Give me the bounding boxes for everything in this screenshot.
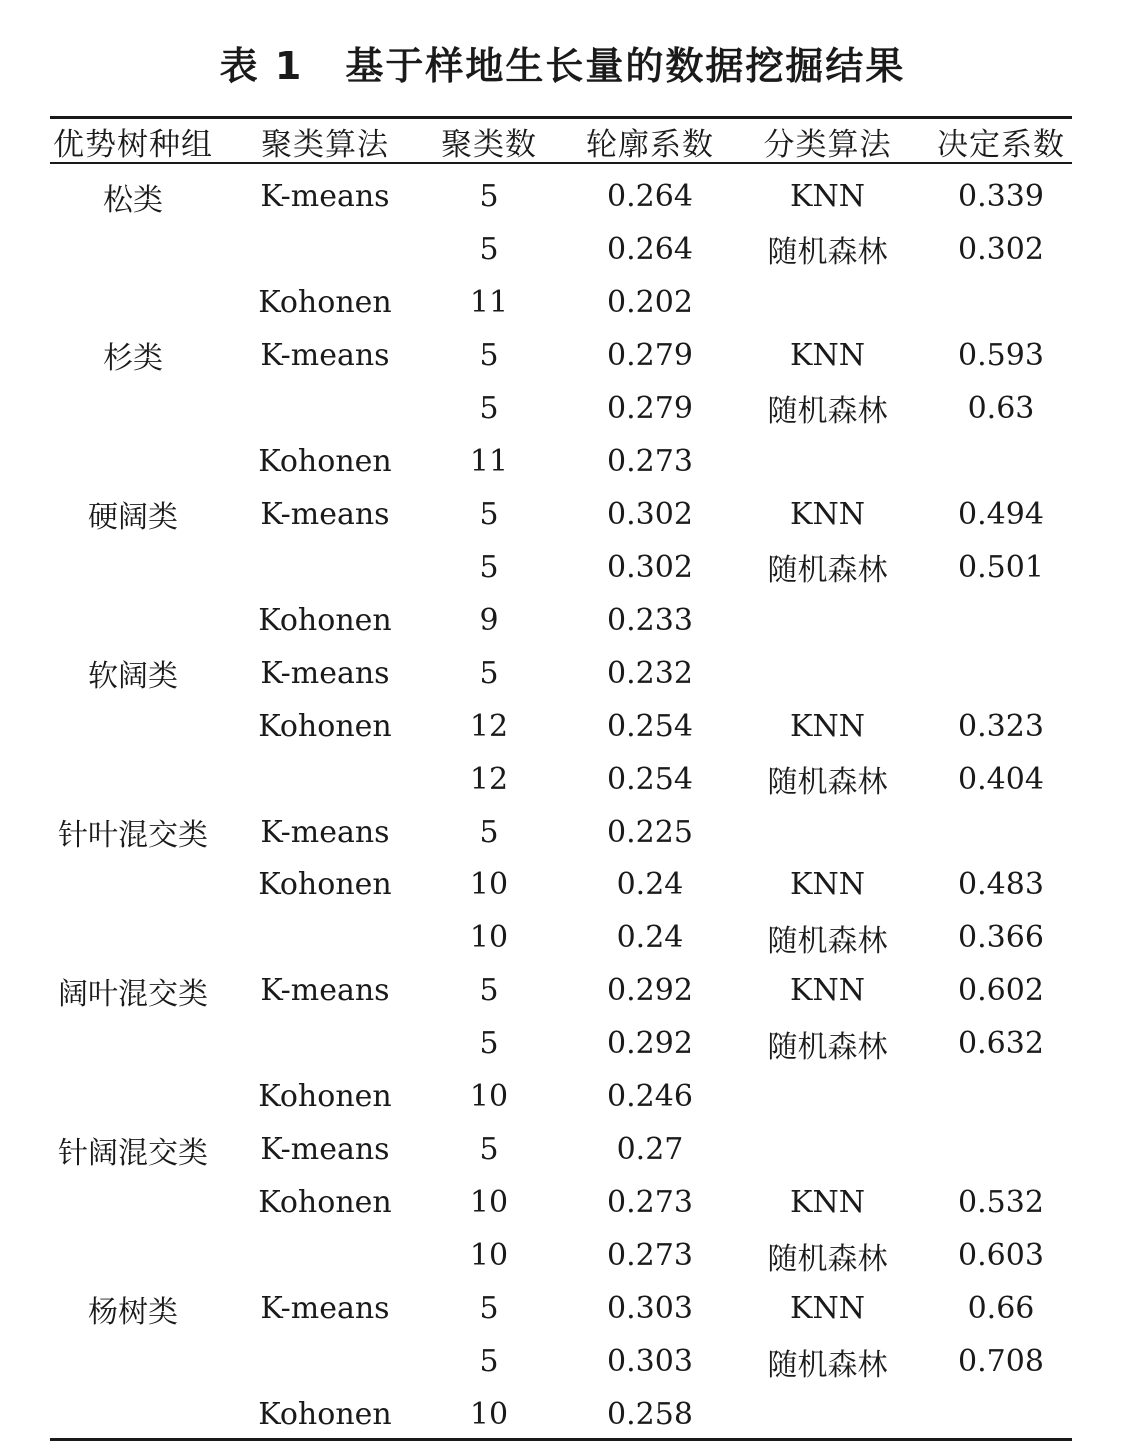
table-row xyxy=(50,435,1072,488)
cell-clusters: 5 xyxy=(479,496,499,532)
cell-r2: 0.366 xyxy=(958,920,1044,956)
cell-r2 xyxy=(930,1388,1072,1441)
cell-silhouette: 0.246 xyxy=(607,1079,693,1115)
cell-group xyxy=(50,435,216,488)
cell-class-algo xyxy=(750,594,905,647)
cell-cluster-algo: Kohonen xyxy=(258,708,392,744)
cell-r2: 0.404 xyxy=(958,761,1044,797)
cell-silhouette: 0.292 xyxy=(607,973,693,1009)
cell-cluster-algo: K-means xyxy=(260,1291,390,1327)
cell-clusters: 10 xyxy=(469,920,509,956)
cell-cluster-algo xyxy=(246,1017,404,1070)
cell-class-algo xyxy=(750,276,905,329)
cell-clusters: 5 xyxy=(479,231,499,267)
table-header xyxy=(50,118,1072,164)
cell-silhouette: 0.27 xyxy=(616,1132,684,1168)
cell-group: 针叶混交类 xyxy=(58,818,208,854)
cell-clusters: 10 xyxy=(469,1397,509,1433)
table-row xyxy=(50,911,1072,964)
table-row xyxy=(50,806,1072,859)
cell-cluster-algo: Kohonen xyxy=(258,602,392,638)
cell-silhouette: 0.24 xyxy=(616,920,684,956)
cell-cluster-algo: Kohonen xyxy=(258,1185,392,1221)
cell-silhouette: 0.232 xyxy=(607,655,693,691)
table-row xyxy=(50,223,1072,276)
cell-cluster-algo: Kohonen xyxy=(258,1079,392,1115)
cell-group: 硬阔类 xyxy=(88,500,178,536)
cell-r2 xyxy=(930,1070,1072,1123)
table-row xyxy=(50,541,1072,594)
cell-clusters: 11 xyxy=(469,443,509,479)
cell-class-algo: KNN xyxy=(790,1291,865,1327)
cell-class-algo xyxy=(750,435,905,488)
cell-r2: 0.532 xyxy=(958,1185,1044,1221)
cell-silhouette: 0.273 xyxy=(607,1185,693,1221)
table-row xyxy=(50,858,1072,911)
cell-group xyxy=(50,911,216,964)
cell-r2: 0.602 xyxy=(958,973,1044,1009)
cell-r2: 0.63 xyxy=(967,390,1035,426)
table-row xyxy=(50,1335,1072,1388)
cell-r2 xyxy=(930,594,1072,647)
header-group: 优势树种组 xyxy=(53,126,213,163)
table-row xyxy=(50,382,1072,435)
cell-group xyxy=(50,382,216,435)
cell-class-algo: KNN xyxy=(790,708,865,744)
cell-class-algo: 随机森林 xyxy=(767,394,888,430)
cell-r2: 0.483 xyxy=(958,867,1044,903)
cell-class-algo xyxy=(750,647,905,700)
table-row xyxy=(50,753,1072,806)
cell-class-algo xyxy=(750,1070,905,1123)
cell-silhouette: 0.303 xyxy=(607,1344,693,1380)
cell-clusters: 5 xyxy=(479,973,499,1009)
table-row xyxy=(50,700,1072,753)
cell-class-algo: 随机森林 xyxy=(767,923,888,959)
cell-clusters: 5 xyxy=(479,337,499,373)
cell-group: 松类 xyxy=(103,182,163,218)
cell-group xyxy=(50,700,216,753)
cell-r2: 0.632 xyxy=(958,1026,1044,1062)
header-r2: 决定系数 xyxy=(937,126,1065,163)
table-number: 表 1 xyxy=(219,44,304,88)
cell-cluster-algo xyxy=(246,382,404,435)
cell-silhouette: 0.258 xyxy=(607,1397,693,1433)
cell-silhouette: 0.264 xyxy=(607,231,693,267)
cell-group xyxy=(50,1335,216,1388)
cell-silhouette: 0.24 xyxy=(616,867,684,903)
cell-cluster-algo xyxy=(246,1229,404,1282)
cell-group xyxy=(50,1229,216,1282)
cell-r2: 0.66 xyxy=(967,1291,1035,1327)
cell-cluster-algo xyxy=(246,753,404,806)
header-rule xyxy=(50,162,1072,164)
cell-group xyxy=(50,753,216,806)
cell-clusters: 5 xyxy=(479,814,499,850)
cell-clusters: 10 xyxy=(469,1238,509,1274)
table-row xyxy=(50,276,1072,329)
table-title xyxy=(0,40,1125,92)
cell-r2 xyxy=(930,647,1072,700)
cell-class-algo: 随机森林 xyxy=(767,1347,888,1383)
cell-clusters: 10 xyxy=(469,867,509,903)
cell-cluster-algo xyxy=(246,541,404,594)
table-row xyxy=(50,329,1072,382)
cell-r2: 0.302 xyxy=(958,231,1044,267)
cell-cluster-algo xyxy=(246,1335,404,1388)
cell-clusters: 5 xyxy=(479,549,499,585)
cell-group xyxy=(50,541,216,594)
cell-group xyxy=(50,1070,216,1123)
cell-silhouette: 0.273 xyxy=(607,443,693,479)
cell-silhouette: 0.264 xyxy=(607,179,693,214)
cell-silhouette: 0.302 xyxy=(607,496,693,532)
cell-group xyxy=(50,858,216,911)
cell-cluster-algo: K-means xyxy=(260,337,390,373)
table-row xyxy=(50,1070,1072,1123)
cell-class-algo: 随机森林 xyxy=(767,235,888,271)
cell-silhouette: 0.254 xyxy=(607,761,693,797)
cell-clusters: 10 xyxy=(469,1185,509,1221)
cell-clusters: 5 xyxy=(479,1344,499,1380)
cell-group xyxy=(50,276,216,329)
table-row xyxy=(50,1123,1072,1176)
cell-group: 杉类 xyxy=(103,341,163,377)
cell-silhouette: 0.279 xyxy=(607,390,693,426)
cell-clusters: 5 xyxy=(479,655,499,691)
cell-class-algo: 随机森林 xyxy=(767,1029,888,1065)
cell-class-algo: KNN xyxy=(790,496,865,532)
cell-silhouette: 0.225 xyxy=(607,814,693,850)
table-row xyxy=(50,1388,1072,1441)
cell-class-algo: KNN xyxy=(790,973,865,1009)
cell-cluster-algo: K-means xyxy=(260,179,390,214)
cell-cluster-algo: Kohonen xyxy=(258,443,392,479)
cell-r2 xyxy=(930,435,1072,488)
cell-silhouette: 0.273 xyxy=(607,1238,693,1274)
header-clusters: 聚类数 xyxy=(441,126,537,163)
cell-clusters: 5 xyxy=(479,1026,499,1062)
table-row xyxy=(50,1282,1072,1335)
cell-class-algo: KNN xyxy=(790,1185,865,1221)
cell-silhouette: 0.233 xyxy=(607,602,693,638)
cell-group xyxy=(50,1017,216,1070)
cell-class-algo: 随机森林 xyxy=(767,553,888,589)
header-cluster-algo: 聚类算法 xyxy=(261,126,389,163)
cell-silhouette: 0.303 xyxy=(607,1291,693,1327)
table-row xyxy=(50,647,1072,700)
cell-cluster-algo: Kohonen xyxy=(258,1397,392,1433)
cell-r2: 0.339 xyxy=(958,179,1044,214)
cell-r2: 0.323 xyxy=(958,708,1044,744)
cell-cluster-algo: K-means xyxy=(260,496,390,532)
cell-class-algo: KNN xyxy=(790,337,865,373)
cell-class-algo: 随机森林 xyxy=(767,1241,888,1277)
cell-r2: 0.494 xyxy=(958,496,1044,532)
cell-silhouette: 0.279 xyxy=(607,337,693,373)
header-silhouette: 轮廓系数 xyxy=(586,126,714,163)
cell-silhouette: 0.254 xyxy=(607,708,693,744)
cell-silhouette: 0.292 xyxy=(607,1026,693,1062)
cell-clusters: 5 xyxy=(479,390,499,426)
cell-clusters: 9 xyxy=(479,602,499,638)
cell-group: 杨树类 xyxy=(88,1294,178,1330)
cell-r2 xyxy=(930,1123,1072,1176)
cell-cluster-algo xyxy=(246,911,404,964)
cell-class-algo: 随机森林 xyxy=(767,765,888,801)
table-row xyxy=(50,964,1072,1017)
cell-silhouette: 0.202 xyxy=(607,284,693,320)
cell-class-algo xyxy=(750,806,905,859)
cell-cluster-algo xyxy=(246,223,404,276)
table-row xyxy=(50,594,1072,647)
cell-cluster-algo: Kohonen xyxy=(258,867,392,903)
cell-class-algo xyxy=(750,1123,905,1176)
cell-clusters: 12 xyxy=(469,761,509,797)
cell-cluster-algo: K-means xyxy=(260,814,390,850)
cell-clusters: 10 xyxy=(469,1079,509,1115)
cell-group xyxy=(50,1176,216,1229)
table-row xyxy=(50,1229,1072,1282)
cell-class-algo: KNN xyxy=(790,179,865,214)
cell-group: 软阔类 xyxy=(88,659,178,695)
cell-clusters: 5 xyxy=(479,1132,499,1168)
cell-cluster-algo: K-means xyxy=(260,655,390,691)
table-row xyxy=(50,488,1072,541)
cell-group: 阔叶混交类 xyxy=(58,976,208,1012)
cell-clusters: 5 xyxy=(479,1291,499,1327)
cell-r2: 0.603 xyxy=(958,1238,1044,1274)
cell-r2: 0.708 xyxy=(958,1344,1044,1380)
cell-cluster-algo: K-means xyxy=(260,973,390,1009)
cell-r2: 0.593 xyxy=(958,337,1044,373)
bottom-rule xyxy=(50,1438,1072,1441)
cell-class-algo xyxy=(750,1388,905,1441)
cell-clusters: 12 xyxy=(469,708,509,744)
table-caption: 基于样地生长量的数据挖掘结果 xyxy=(345,44,906,88)
cell-r2 xyxy=(930,276,1072,329)
cell-group: 针阔混交类 xyxy=(58,1135,208,1171)
cell-group xyxy=(50,223,216,276)
cell-group xyxy=(50,1388,216,1441)
cell-cluster-algo: K-means xyxy=(260,1132,390,1168)
table-row xyxy=(50,170,1072,223)
cell-r2 xyxy=(930,806,1072,859)
cell-clusters: 5 xyxy=(479,179,499,214)
cell-silhouette: 0.302 xyxy=(607,549,693,585)
cell-class-algo: KNN xyxy=(790,867,865,903)
cell-group xyxy=(50,594,216,647)
table-row xyxy=(50,1176,1072,1229)
cell-cluster-algo: Kohonen xyxy=(258,284,392,320)
header-class-algo: 分类算法 xyxy=(763,126,892,163)
cell-r2: 0.501 xyxy=(958,549,1044,585)
cell-clusters: 11 xyxy=(469,284,509,320)
table-row xyxy=(50,1017,1072,1070)
